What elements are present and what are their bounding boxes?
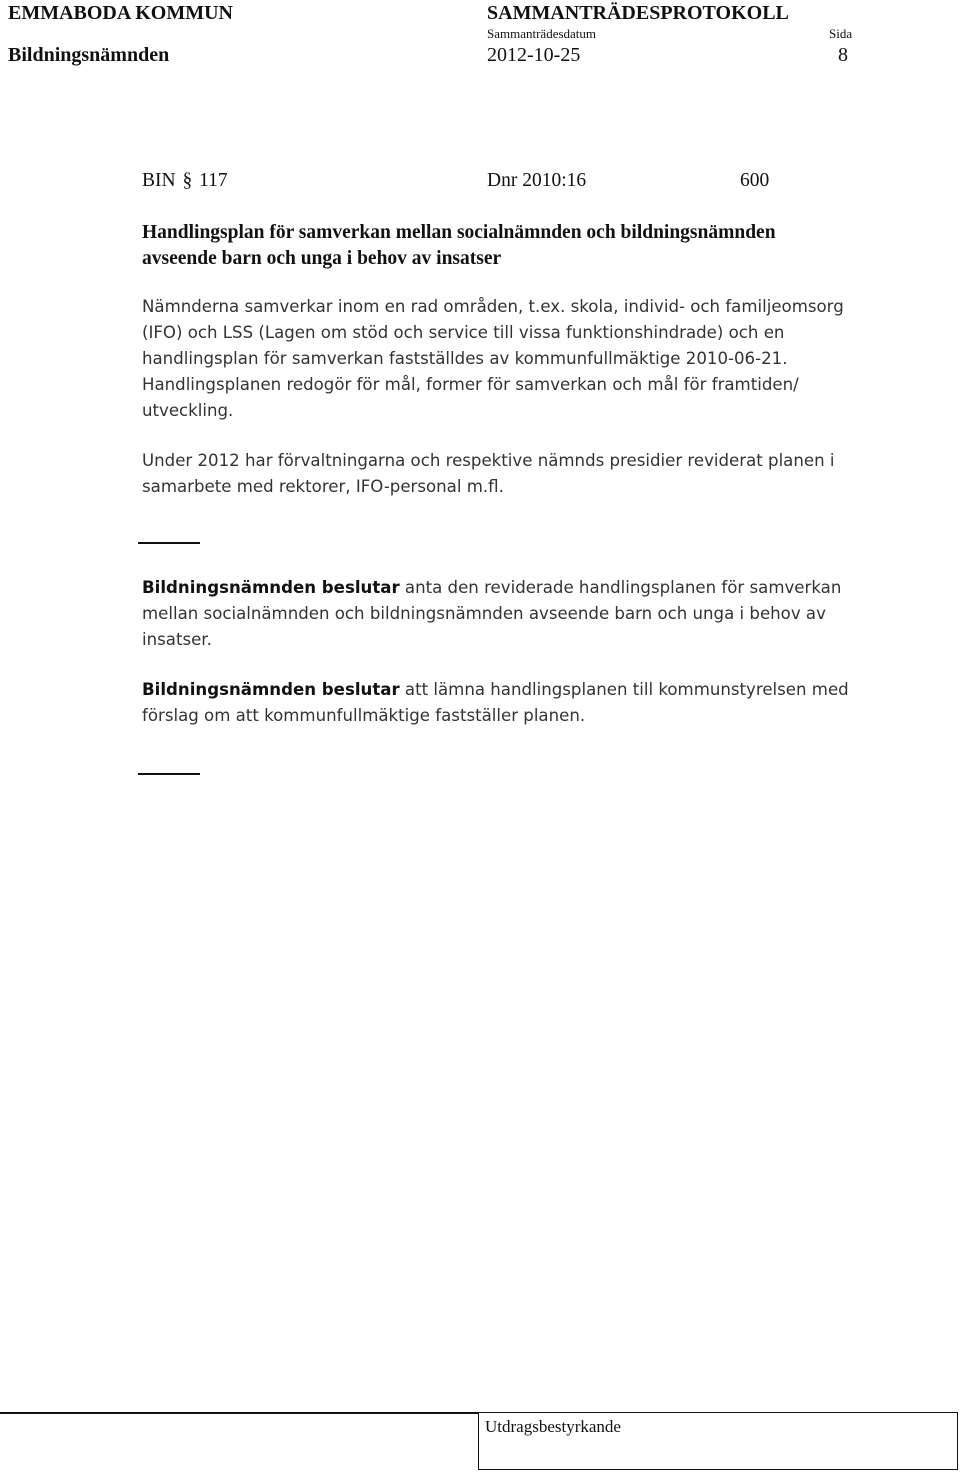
case-reference xyxy=(142,170,228,192)
meeting-date: 2012-10-25 xyxy=(487,44,581,66)
separator-line xyxy=(138,542,200,544)
decision-1-text: anta den reviderade handlingsplanen för samverkan mellan socialnämnden och bildningsnämnden avseende barn och unga i behov av insatser. xyxy=(142,578,842,649)
dnr: Dnr 2010:16 xyxy=(487,170,587,191)
municipality-name: EMMABODA KOMMUN xyxy=(8,2,233,24)
paragraph-revision: Under 2012 har förvaltningarna och respektive nämnds presidier reviderat planen i samarbete med rektorer, IFO-personal m.fl. xyxy=(142,451,835,496)
committee-name: Bildningsnämnden xyxy=(8,44,170,66)
file-code: 600 xyxy=(740,170,770,191)
case-title-line2: avseende barn och unga i behov av insatser xyxy=(142,248,502,269)
separator-line xyxy=(138,773,200,775)
page-label: Sida xyxy=(829,26,853,41)
footer-rule xyxy=(0,1412,478,1414)
section-sign: § xyxy=(182,170,193,191)
decision-1 xyxy=(142,575,877,653)
decision-2-text: att lämna handlingsplanen till kommunstyrelsen med förslag om att kommunfullmäktige fastställer planen. xyxy=(142,680,849,725)
paragraph-background xyxy=(142,294,877,424)
case-title xyxy=(142,220,902,272)
case-code: BIN xyxy=(142,170,176,191)
certification-label: Utdragsbestyrkande xyxy=(485,1417,621,1436)
decision-2-heading: Bildningsnämnden beslutar xyxy=(142,680,400,699)
decision-2 xyxy=(142,677,877,729)
certification-box xyxy=(478,1412,958,1470)
date-label: Sammanträdesdatum xyxy=(487,26,597,41)
paragraph-background-lead: Nämnderna samverkar inom en rad områden, t.ex. xyxy=(142,297,566,316)
page-number: 8 xyxy=(838,44,848,66)
paragraph-background-rest: skola, individ- och familjeomsorg (IFO) och LSS (Lagen om stöd och service till vissa funktionshindrade) och en handlingsplan för samverkan fastställdes av kommunfullmäktige 2010-06-21. Handlingsplanen redogör för mål, former för samverkan och mål för framtiden/ utveckling. xyxy=(142,297,844,420)
case-title-line1: Handlingsplan för samverkan mellan socialnämnden och bildningsnämnden xyxy=(142,222,776,243)
case-number: 117 xyxy=(199,170,228,191)
decision-1-heading: Bildningsnämnden beslutar xyxy=(142,578,400,597)
document-type: SAMMANTRÄDESPROTOKOLL xyxy=(487,2,789,24)
